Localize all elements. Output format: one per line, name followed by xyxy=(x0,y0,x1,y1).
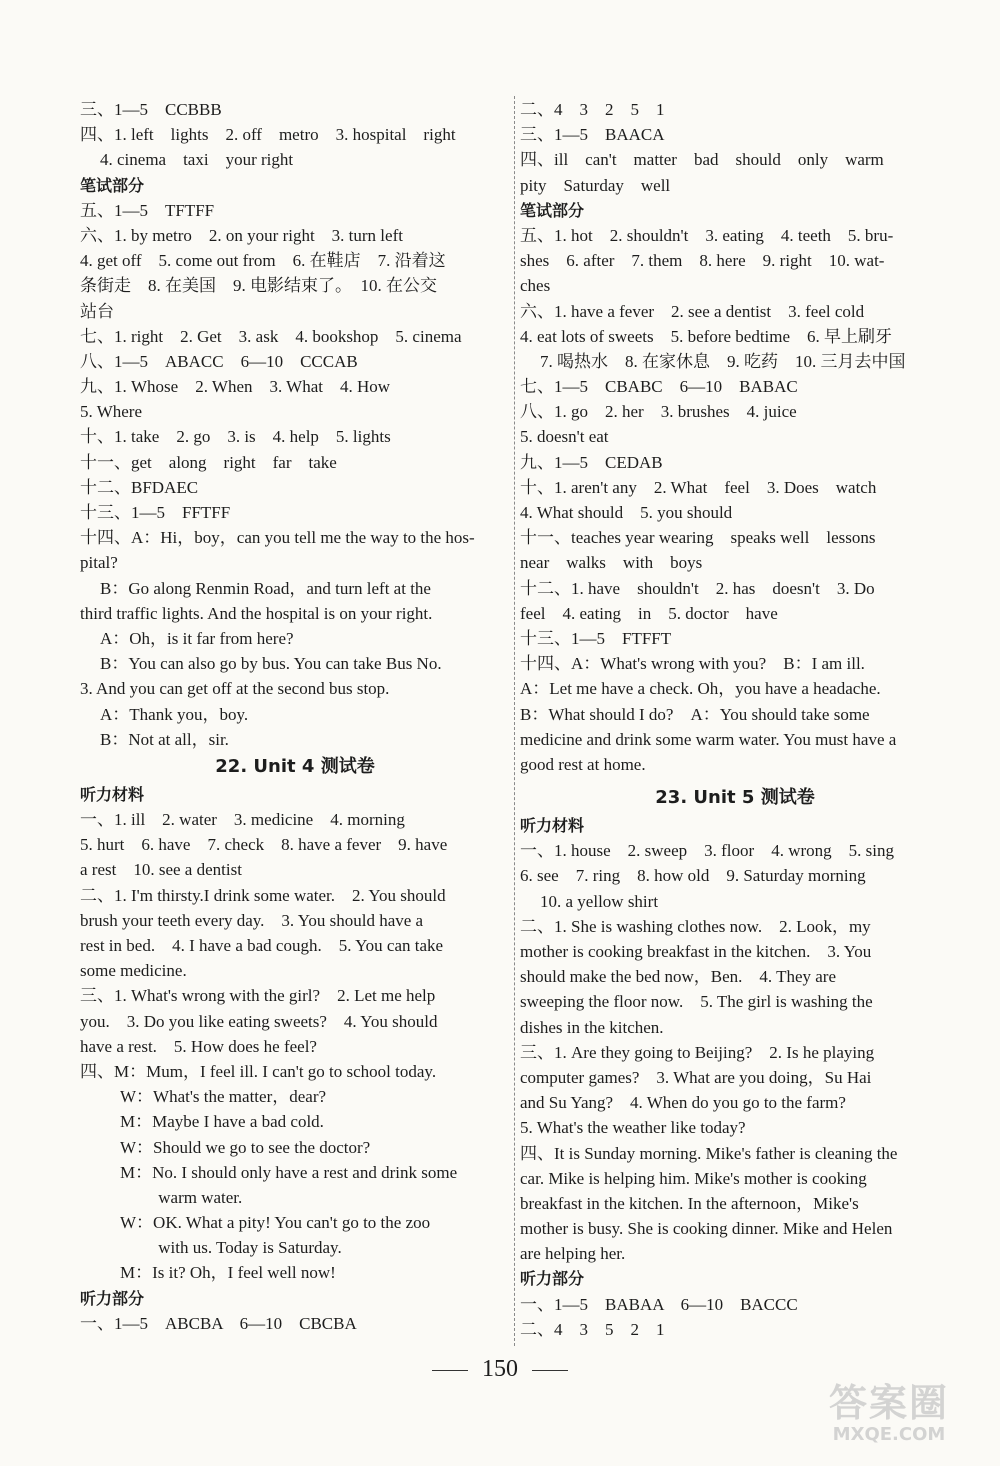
answer-line: brush your teeth every day. 3. You should have a xyxy=(80,910,424,930)
answer-line: 十一、teaches year wearing speaks well lessons xyxy=(520,528,876,548)
answer-line: 十四、A：Hi，boy，can you tell me the way to the hos- xyxy=(80,528,475,548)
answer-line: 十、1. take 2. go 3. is 4. help 5. lights xyxy=(80,427,391,447)
section-heading: 笔试部分 xyxy=(520,200,585,220)
watermark-logo-text: 答案圈 xyxy=(828,1381,949,1425)
answer-line: 二、4 3 5 2 1 xyxy=(520,1319,665,1339)
answer-line: with us. Today is Saturday. xyxy=(120,1238,342,1258)
answer-line: 一、1. ill 2. water 3. medicine 4. morning xyxy=(80,810,405,830)
answer-line: 三、1—5 CCBBB xyxy=(80,100,222,119)
page-number-footer xyxy=(0,1356,1000,1383)
answer-line: 四、It is Sunday morning. Mike's father is cleaning the xyxy=(520,1143,898,1163)
answer-line: 三、1. What's wrong with the girl? 2. Let me help xyxy=(80,986,436,1006)
answer-line: breakfast in the kitchen. In the afternoon，Mike's xyxy=(520,1193,859,1213)
answer-line: A：Oh，is it far from here? xyxy=(100,628,294,648)
right-column xyxy=(520,97,950,1342)
answer-line: pital? xyxy=(80,553,118,573)
answer-line: 七、1. right 2. Get 3. ask 4. bookshop 5. cinema xyxy=(80,326,462,346)
section-title: 22. Unit 4 测试卷 xyxy=(215,755,375,777)
answer-line: 八、1—5 ABACC 6—10 CCCAB xyxy=(80,351,358,371)
answer-line: 10. a yellow shirt xyxy=(540,891,659,911)
answer-line: 七、1—5 CBABC 6—10 BABAC xyxy=(520,377,798,397)
answer-line: sweeping the floor now. 5. The girl is washing the xyxy=(520,992,873,1012)
left-column xyxy=(80,97,510,1336)
section-heading: 听力部分 xyxy=(520,1269,585,1289)
section-title: 23. Unit 5 测试卷 xyxy=(655,787,815,809)
answer-line: 四、ill can't matter bad should only warm xyxy=(520,150,884,170)
answer-line: 3. And you can get off at the second bus stop. xyxy=(80,679,390,699)
answer-line: you. 3. Do you like eating sweets? 4. You should xyxy=(80,1011,438,1031)
answer-line: 十二、BFDAEC xyxy=(80,477,199,497)
answer-line: 6. see 7. ring 8. how old 9. Saturday morning xyxy=(520,866,866,886)
answer-line: should make the bed now，Ben. 4. They are xyxy=(520,967,837,987)
answer-line: 4. What should 5. you should xyxy=(520,503,733,522)
answer-line: 十三、1—5 FFTFF xyxy=(80,503,231,522)
answer-line: 十一、get along right far take xyxy=(80,452,337,472)
answer-line: B：Go along Renmin Road，and turn left at the xyxy=(100,578,431,598)
answer-line: a rest 10. see a dentist xyxy=(80,860,242,880)
answer-line: medicine and drink some warm water. You must have a xyxy=(520,729,897,749)
watermark-logo xyxy=(804,1382,974,1452)
answer-line: mother is busy. She is cooking dinner. Mike and Helen xyxy=(520,1219,893,1239)
answer-line: 六、1. by metro 2. on your right 3. turn left xyxy=(80,225,403,245)
answer-line: car. Mike is helping him. Mike's mother is cooking xyxy=(520,1168,867,1188)
answer-line: pity Saturday well xyxy=(520,175,671,195)
answer-line: 站台 xyxy=(80,301,114,321)
answer-line: and Su Yang? 4. When do you go to the farm? xyxy=(520,1093,846,1113)
answer-line: 一、1—5 ABCBA 6—10 CBCBA xyxy=(80,1313,357,1333)
answer-line: 4. eat lots of sweets 5. before bedtime 6. 早上刷牙 xyxy=(520,326,893,346)
answer-line: A：Thank you，boy. xyxy=(100,704,249,724)
answer-line: 4. get off 5. come out from 6. 在鞋店 7. 沿着这 xyxy=(80,251,446,271)
answer-line: 九、1. Whose 2. When 3. What 4. How xyxy=(80,377,391,397)
answer-line: have a rest. 5. How does he feel? xyxy=(80,1036,317,1056)
answer-line: 条街走 8. 在美国 9. 电影结束了。 10. 在公交 xyxy=(80,276,437,296)
answer-line: dishes in the kitchen. xyxy=(520,1017,664,1037)
answer-line: 五、1. hot 2. shouldn't 3. eating 4. teeth 5. bru- xyxy=(520,225,894,245)
answer-line: 六、1. have a fever 2. see a dentist 3. feel cold xyxy=(520,301,865,321)
answer-line: warm water. xyxy=(120,1187,243,1207)
answer-line: 二、1. I'm thirsty.I drink some water. 2. You should xyxy=(80,885,446,905)
answer-line: 4. cinema taxi your right xyxy=(100,150,294,170)
answer-line: 5. doesn't eat xyxy=(520,427,609,447)
answer-line: are helping her. xyxy=(520,1244,626,1264)
section-heading: 笔试部分 xyxy=(80,175,145,195)
answer-line: 5. hurt 6. have 7. check 8. have a fever 9. have xyxy=(80,835,448,855)
answer-line: 5. What's the weather like today? xyxy=(520,1118,746,1138)
answer-line: 5. Where xyxy=(80,402,142,422)
answer-line: 7. 喝热水 8. 在家休息 9. 吃药 10. 三月去中国 xyxy=(540,351,906,371)
answer-line: M：Maybe I have a bad cold. xyxy=(120,1112,324,1132)
answer-line: A：Let me have a check. Oh，you have a headache. xyxy=(520,679,881,699)
answer-line: 十、1. aren't any 2. What feel 3. Does watch xyxy=(520,477,877,497)
answer-line: B：You can also go by bus. You can take Bus No. xyxy=(100,654,442,674)
watermark-site-text: MXQE.COM xyxy=(832,1424,946,1445)
answer-line: mother is cooking breakfast in the kitchen. 3. You xyxy=(520,942,872,961)
answer-line: third traffic lights. And the hospital is on your right. xyxy=(80,603,433,623)
answer-line: M：No. I should only have a rest and drink some xyxy=(120,1162,458,1182)
answer-line: 九、1—5 CEDAB xyxy=(520,452,663,472)
page-number: 150 xyxy=(482,1356,518,1382)
answer-line: computer games? 3. What are you doing，Su Hai xyxy=(520,1067,872,1087)
answer-line: 四、M：Mum，I feel ill. I can't go to school today. xyxy=(80,1061,437,1081)
answer-line: good rest at home. xyxy=(520,754,646,774)
answer-line: 四、1. left lights 2. off metro 3. hospital right xyxy=(80,125,456,145)
answer-line: 三、1. Are they going to Beijing? 2. Is he playing xyxy=(520,1042,875,1062)
section-heading: 听力材料 xyxy=(80,784,145,804)
answer-line: W：OK. What a pity! You can't go to the zoo xyxy=(120,1213,431,1233)
answer-line: rest in bed. 4. I have a bad cough. 5. You can take xyxy=(80,936,444,955)
answer-line: 十四、A：What's wrong with you? B：I am ill. xyxy=(520,654,865,674)
answer-line: 八、1. go 2. her 3. brushes 4. juice xyxy=(520,402,797,422)
answer-line: 三、1—5 BAACA xyxy=(520,125,665,145)
answer-line: W：What's the matter，dear? xyxy=(120,1087,327,1107)
section-heading: 听力材料 xyxy=(520,816,585,836)
answer-line: feel 4. eating in 5. doctor have xyxy=(520,603,778,623)
answer-line: shes 6. after 7. them 8. here 9. right 10. wat- xyxy=(520,251,885,271)
section-heading: 听力部分 xyxy=(80,1288,145,1308)
answer-line: 二、1. She is washing clothes now. 2. Look，my xyxy=(520,916,871,936)
answer-line: W：Should we go to see the doctor? xyxy=(120,1137,371,1157)
footer-dash-left xyxy=(432,1370,468,1371)
answer-line: 一、1—5 BABAA 6—10 BACCC xyxy=(520,1294,798,1314)
answer-line: near walks with boys xyxy=(520,553,703,573)
answer-line: 十二、1. have shouldn't 2. has doesn't 3. Do xyxy=(520,578,875,598)
column-divider xyxy=(514,96,515,1346)
answer-line: 五、1—5 TFTFF xyxy=(80,200,215,220)
footer-dash-right xyxy=(532,1370,568,1371)
answer-line: B：What should I do? A：You should take some xyxy=(520,704,870,724)
answer-line: some medicine. xyxy=(80,961,187,981)
answer-line: M：Is it? Oh，I feel well now! xyxy=(120,1263,336,1283)
answer-line: 十三、1—5 FTFFT xyxy=(520,628,672,648)
answer-line: ches xyxy=(520,276,551,296)
answer-line: B：Not at all，sir. xyxy=(100,729,229,749)
answer-line: 一、1. house 2. sweep 3. floor 4. wrong 5. sing xyxy=(520,841,894,861)
answer-line: 二、4 3 2 5 1 xyxy=(520,100,665,119)
